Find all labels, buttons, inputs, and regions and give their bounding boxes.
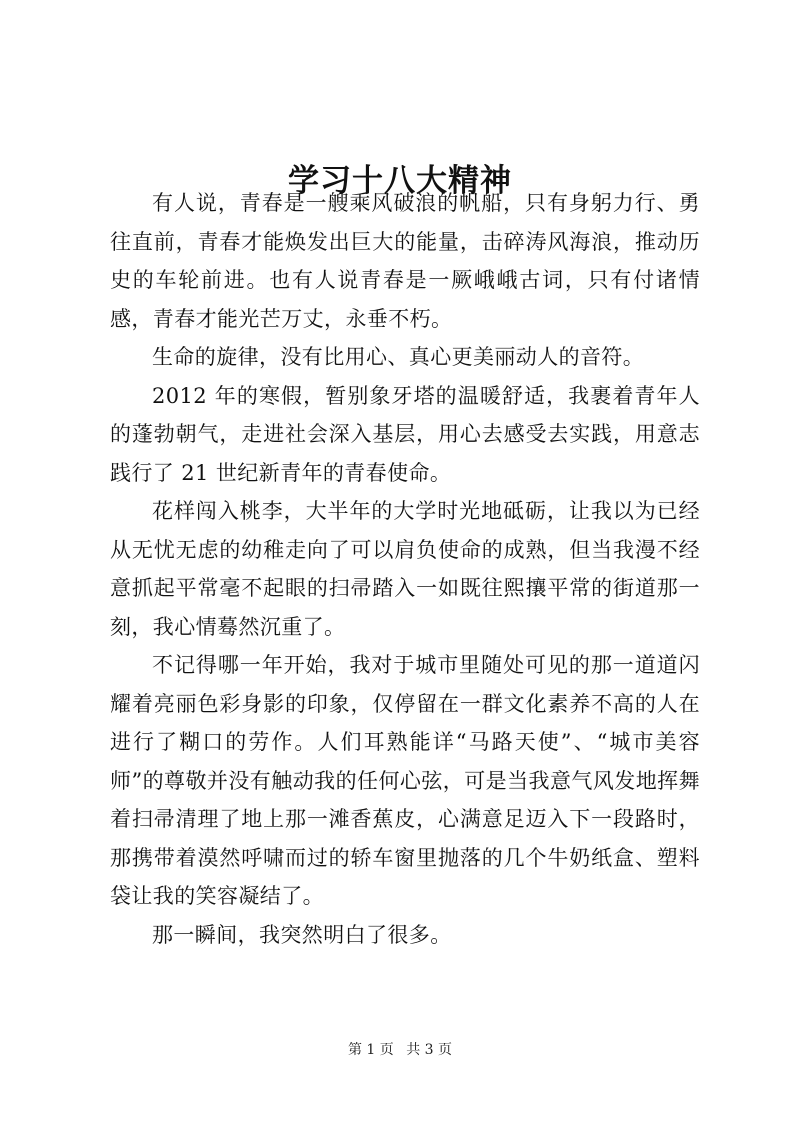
paragraph: 2012 年的寒假，暂别象牙塔的温暖舒适，我裹着青年人的蓬勃朝气，走进社会深入基层，用心去感受去实践，用意志践行了 21 世纪新青年的青春使命。 (110, 383, 700, 485)
document-title: 学习十八大精神 (288, 162, 512, 199)
document-body (110, 184, 700, 954)
paragraph: 花样闯入桃李，大半年的大学时光地砥砺，让我以为已经从无忧无虑的幼稚走向了可以肩负使命的成熟，但当我漫不经意抓起平常毫不起眼的扫帚踏入一如既往熙攘平常的街道那一刻，我心情蓦然沉重了。 (110, 499, 700, 639)
page-footer (0, 1040, 800, 1060)
page-number: 第 1 页 (347, 1042, 394, 1058)
paragraph: 不记得哪一年开始，我对于城市里随处可见的那一道道闪耀着亮丽色彩身影的印象，仅停留在一群文化素养不高的人在进行了糊口的劳作。人们耳熟能详“马路天使”、“城市美容师”的尊敬并没有触动我的任何心弦，可是当我意气风发地挥舞着扫帚清理了地上那一滩香蕉皮，心满意足迈入下一段路时，那携带着漠然呼啸而过的轿车窗里抛落的几个牛奶纸盒、塑料袋让我的笑容凝结了。 (110, 653, 700, 908)
paragraph: 那一瞬间，我突然明白了很多。 (152, 922, 452, 947)
paragraph: 生命的旋律，没有比用心、真心更美丽动人的音符。 (152, 345, 645, 369)
page-total: 共 3 页 (406, 1042, 453, 1058)
paragraph: 有人说，青春是一艘乘风破浪的帆船，只有身躬力行、勇往直前，青春才能焕发出巨大的能量，击碎涛风海浪，推动历史的车轮前进。也有人说青春是一厥峨峨古词，只有付诸情感，青春才能光芒万丈，永垂不朽。 (110, 191, 700, 331)
